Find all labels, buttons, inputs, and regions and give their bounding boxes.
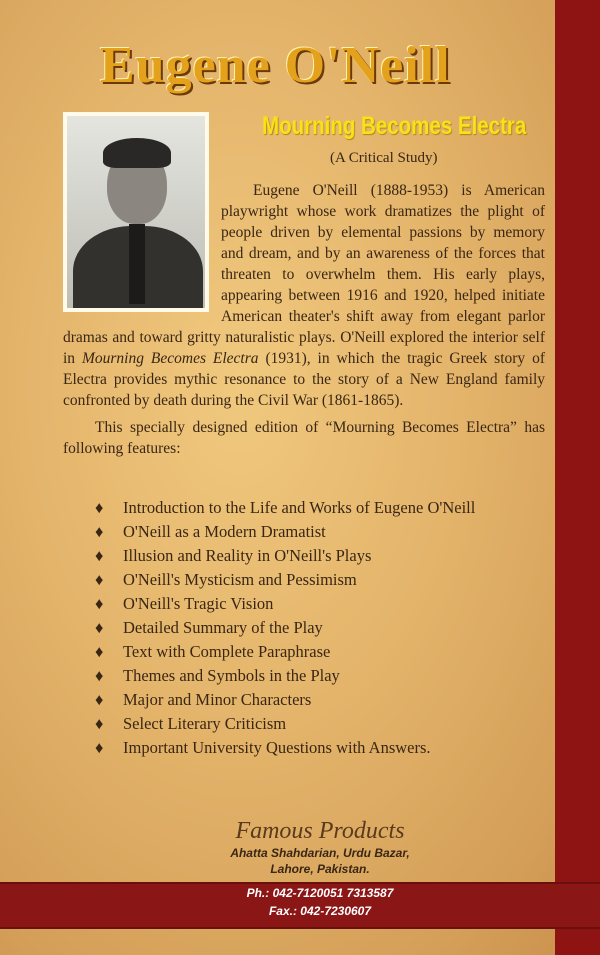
author-photo <box>63 112 209 312</box>
diamond-bullet-icon: ♦ <box>95 570 104 589</box>
feature-text: Detailed Summary of the Play <box>123 618 323 637</box>
diamond-bullet-icon: ♦ <box>95 594 104 613</box>
diamond-bullet-icon: ♦ <box>95 666 104 685</box>
list-item <box>95 736 545 760</box>
subtitle: (A Critical Study) <box>330 150 438 166</box>
publisher-address-line1: Ahatta Shahdarian, Urdu Bazar, <box>230 846 410 860</box>
feature-text: Illusion and Reality in O'Neill's Plays <box>123 546 372 565</box>
intro-text-end: (1931), in which the tragic Greek story of Electra provides mythic resonance to the story of a New England family confronted by death during the Civil War (1861-1865). <box>63 350 545 409</box>
diamond-bullet-icon: ♦ <box>95 618 104 637</box>
list-item <box>95 592 545 616</box>
list-item <box>95 616 545 640</box>
publisher-block <box>190 818 450 877</box>
publisher-address-line2: Lahore, Pakistan. <box>270 862 370 876</box>
description <box>63 180 545 459</box>
diamond-bullet-icon: ♦ <box>95 546 104 565</box>
diamond-bullet-icon: ♦ <box>95 498 104 517</box>
book-title: Mourning Becomes Electra <box>262 112 527 140</box>
list-item <box>95 568 545 592</box>
list-item <box>95 712 545 736</box>
list-item <box>95 544 545 568</box>
feature-text: O'Neill as a Modern Dramatist <box>123 522 326 541</box>
diamond-bullet-icon: ♦ <box>95 738 104 757</box>
fax-number: Fax.: 042-7230607 <box>268 904 372 918</box>
feature-text: Themes and Symbols in the Play <box>123 666 340 685</box>
publisher-contact <box>190 884 450 920</box>
feature-text: Important University Questions with Answers. <box>123 738 431 757</box>
feature-text: Introduction to the Life and Works of Eugene O'Neill <box>123 498 476 517</box>
feature-text: O'Neill's Tragic Vision <box>123 594 274 613</box>
feature-text: Text with Complete Paraphrase <box>123 642 331 661</box>
diamond-bullet-icon: ♦ <box>95 522 104 541</box>
features-intro: This specially designed edition of “Mourning Becomes Electra” has following features: <box>63 419 545 457</box>
features-list <box>95 496 545 760</box>
feature-text: O'Neill's Mysticism and Pessimism <box>123 570 357 589</box>
list-item <box>95 688 545 712</box>
phone-number: Ph.: 042-7120051 7313587 <box>246 886 394 900</box>
publisher-name: Famous Products <box>235 818 405 844</box>
list-item <box>95 664 545 688</box>
feature-text: Select Literary Criticism <box>123 714 287 733</box>
diamond-bullet-icon: ♦ <box>95 690 104 709</box>
author-title: Eugene O'Neill <box>100 37 451 94</box>
list-item <box>95 520 545 544</box>
list-item <box>95 496 545 520</box>
diamond-bullet-icon: ♦ <box>95 642 104 661</box>
red-side-strip <box>555 0 600 955</box>
intro-italic-title: Mourning Becomes Electra <box>81 350 259 367</box>
feature-text: Major and Minor Characters <box>123 690 312 709</box>
diamond-bullet-icon: ♦ <box>95 714 104 733</box>
intro-text: Eugene O'Neill (1888-1953) is American playwright whose work dramatizes the plight of people driven by elemental passions by memory and dream, and by an awareness of the forces that threaten to overwhelm them. His early plays, appearing between 1916 and 1920, helped initiate American theater's shift away from elegant parlor dramas and toward gritty naturalistic plays. O'Neill explored the interior self in <box>63 182 545 367</box>
list-item <box>95 640 545 664</box>
